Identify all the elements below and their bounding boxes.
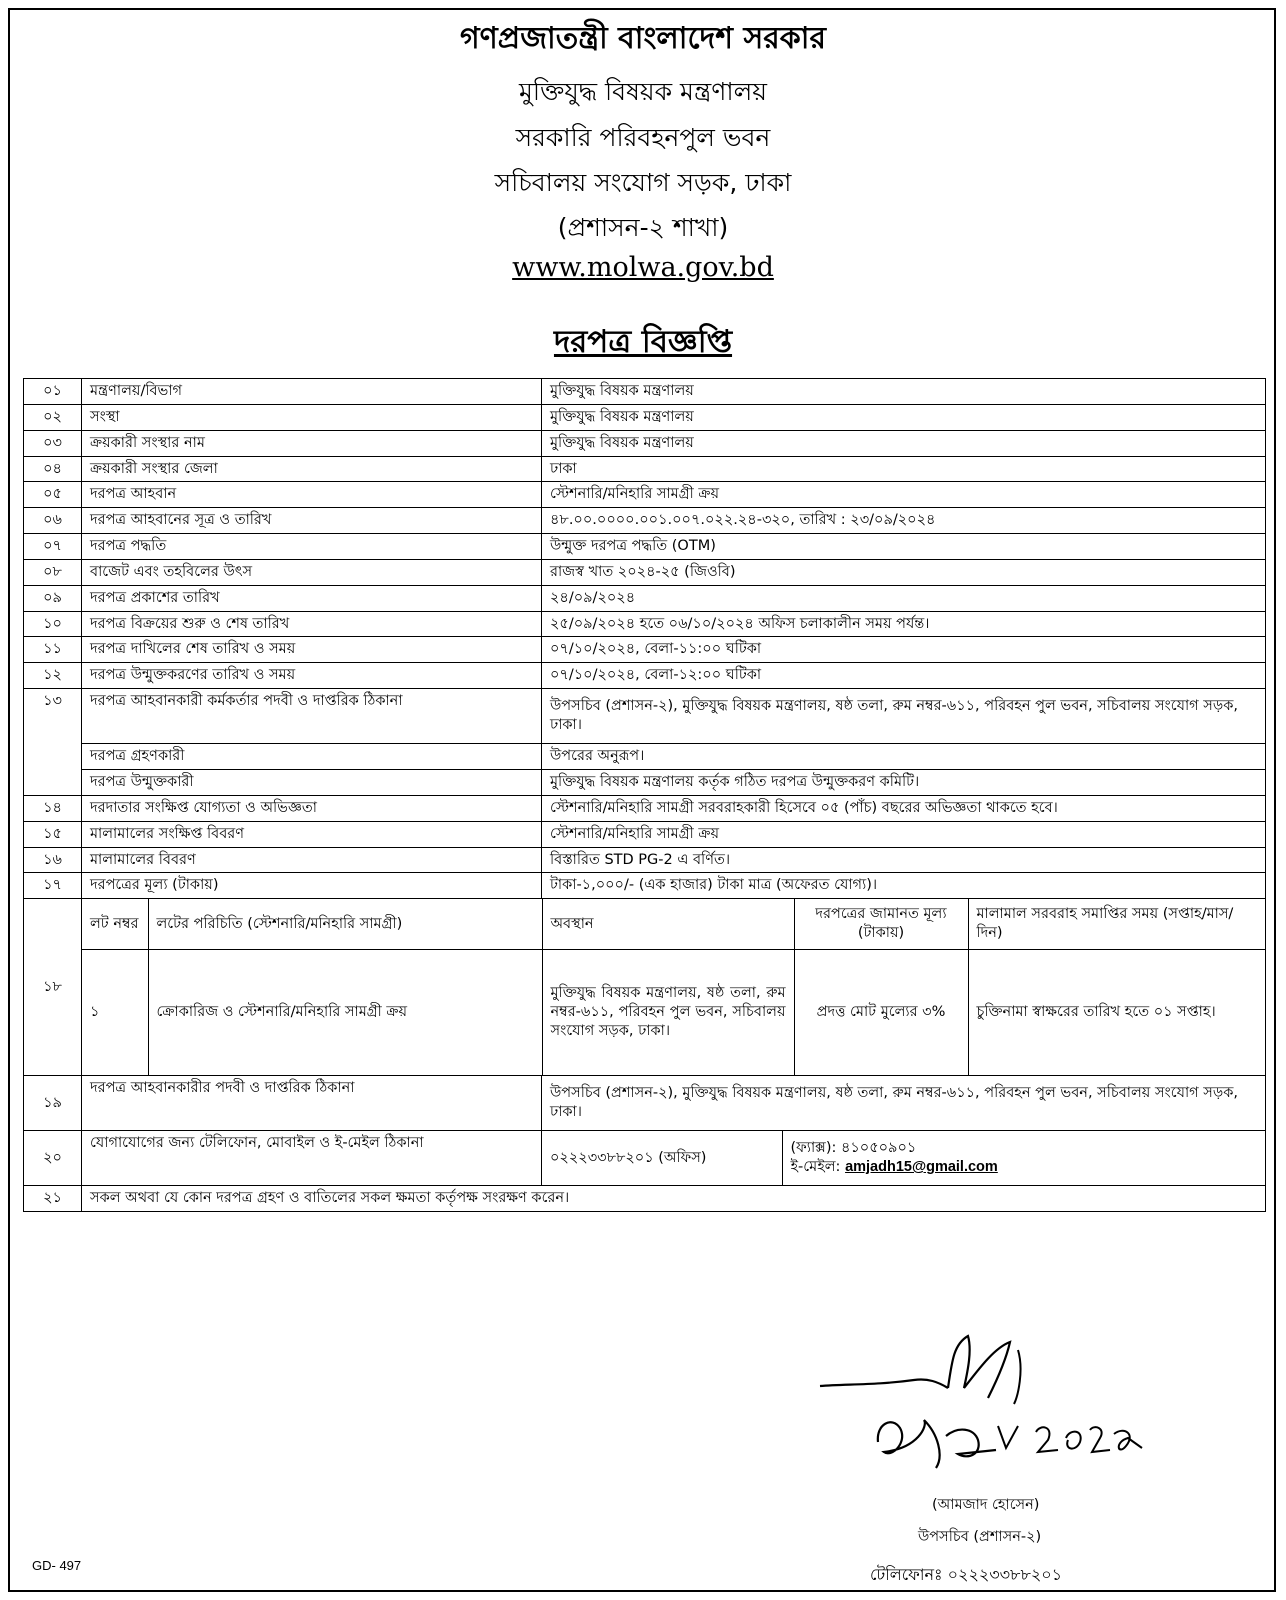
row-number: ১০ — [24, 611, 82, 637]
lot-row — [82, 949, 1266, 1075]
table-row — [24, 1076, 1266, 1131]
ministry-name: মুক্তিযুদ্ধ বিষয়ক মন্ত্রণালয় — [519, 77, 767, 106]
row-number: ১৩ — [24, 689, 82, 796]
row-number: ০৭ — [24, 534, 82, 560]
lot-desc-header: লটের পরিচিতি (স্টেশনারি/মনিহারি সামগ্রী) — [148, 899, 542, 949]
row-value: স্টেশনারি/মনিহারি সামগ্রী ক্রয় — [542, 821, 1266, 847]
row-value: ২৪/০৯/২০২৪ — [542, 585, 1266, 611]
table-row — [24, 1131, 1266, 1186]
website-link[interactable]: www.molwa.gov.bd — [512, 252, 774, 283]
table-row — [24, 430, 1266, 456]
row-label: দরদাতার সংক্ষিপ্ত যোগ্যতা ও অভিজ্ঞতা — [82, 795, 542, 821]
table-row — [24, 534, 1266, 560]
lot-no-header: লট নম্বর — [82, 899, 148, 949]
lot-delivery: চুক্তিনামা স্বাক্ষরের তারিখ হতে ০১ সপ্তাহ। — [968, 949, 1266, 1075]
row-value: উন্মুক্ত দরপত্র পদ্ধতি (OTM) — [542, 534, 1266, 560]
row-number: ২১ — [24, 1186, 82, 1212]
row-value: স্টেশনারি/মনিহারি সামগ্রী সরবরাহকারী হিসেবে ০৫ (পাঁচ) বছরের অভিজ্ঞতা থাকতে হবে। — [542, 795, 1266, 821]
lot-table — [82, 899, 1266, 1075]
row-label: দরপত্র দাখিলের শেষ তারিখ ও সময় — [82, 637, 542, 663]
government-title: গণপ্রজাতন্ত্রী বাংলাদেশ সরকার — [460, 21, 826, 56]
row-value: ০৭/১০/২০২৪, বেলা-১২:০০ ঘটিকা — [542, 663, 1266, 689]
row-label: দরপত্র উন্মুক্তকরণের তারিখ ও সময় — [82, 663, 542, 689]
row-label: দরপত্র বিক্রয়ের শুরু ও শেষ তারিখ — [82, 611, 542, 637]
row-value: ০৭/১০/২০২৪, বেলা-১১:০০ ঘটিকা — [542, 637, 1266, 663]
tender-table — [23, 378, 1266, 1212]
table-row — [24, 585, 1266, 611]
road-address: সচিবালয় সংযোগ সড়ক, ঢাকা — [494, 168, 792, 197]
row-number: ১৫ — [24, 821, 82, 847]
row-value: উপসচিব (প্রশাসন-২), মুক্তিযুদ্ধ বিষয়ক মন্ত্রণালয়, ষষ্ঠ তলা, রুম নম্বর-৬১১, পরিবহন পুল ভবন, সচিবালয় সংযোগ সড়ক, ঢাকা। — [542, 689, 1266, 744]
table-row — [24, 689, 1266, 744]
row-number: ০২ — [24, 404, 82, 430]
table-row — [24, 744, 1266, 770]
row-number: ০৪ — [24, 456, 82, 482]
row-label: ক্রয়কারী সংস্থার জেলা — [82, 456, 542, 482]
lot-number: ১ — [82, 949, 148, 1075]
row-label: বাজেট এবং তহবিলের উৎস — [82, 559, 542, 585]
row-value: ৪৮.০০.০০০০.০০১.০০৭.০২২.২৪-৩২০, তারিখ : ২৩/০৯/২০২৪ — [542, 508, 1266, 534]
row-number: ১১ — [24, 637, 82, 663]
row-label: সংস্থা — [82, 404, 542, 430]
delivery-header: মালামাল সরবরাহ সমাপ্তির সময় (সপ্তাহ/মাস/দিন) — [968, 899, 1266, 949]
row-value: ২৫/০৯/২০২৪ হতে ০৬/১০/২০২৪ অফিস চলাকালীন সময় পর্যন্ত। — [542, 611, 1266, 637]
row-number: ০৬ — [24, 508, 82, 534]
row-label: দরপত্র গ্রহণকারী — [82, 744, 542, 770]
row-label: দরপত্র আহবানকারী কর্মকর্তার পদবী ও দাপ্তরিক ঠিকানা — [82, 689, 542, 744]
row-label: দরপত্র উন্মুক্তকারী — [82, 769, 542, 795]
table-row — [24, 508, 1266, 534]
row-label: দরপত্র পদ্ধতি — [82, 534, 542, 560]
fax-email — [782, 1131, 1266, 1185]
lot-description: ক্রোকারিজ ও স্টেশনারি/মনিহারি সামগ্রী ক্রয় — [148, 949, 542, 1075]
row-label: দরপত্র আহবানের সূত্র ও তারিখ — [82, 508, 542, 534]
row-label: মালামালের সংক্ষিপ্ত বিবরণ — [82, 821, 542, 847]
row-label: দরপত্র আহবানকারীর পদবী ও দাপ্তরিক ঠিকানা — [82, 1076, 542, 1131]
row-number: ০৫ — [24, 482, 82, 508]
row-number: ১৬ — [24, 847, 82, 873]
lot-table-header — [82, 899, 1266, 949]
email-link[interactable]: amjadh15@gmail.com — [845, 1159, 998, 1176]
row-number: ২০ — [24, 1131, 82, 1186]
table-row — [24, 637, 1266, 663]
email-line — [791, 1158, 1259, 1177]
row-label: যোগাযোগের জন্য টেলিফোন, মোবাইল ও ই-মেইল ঠিকানা — [82, 1131, 542, 1186]
table-row — [24, 795, 1266, 821]
row-value: মুক্তিযুদ্ধ বিষয়ক মন্ত্রণালয় — [542, 379, 1266, 405]
lot-location: মুক্তিযুদ্ধ বিষয়ক মন্ত্রণালয়, ষষ্ঠ তলা, রুম নম্বর-৬১১, পরিবহন পুল ভবন, সচিবালয় সংযোগ সড়ক, ঢাকা। — [542, 949, 794, 1075]
row-label: মন্ত্রণালয়/বিভাগ — [82, 379, 542, 405]
row-value: সকল অথবা যে কোন দরপত্র গ্রহণ ও বাতিলের সকল ক্ষমতা কর্তৃপক্ষ সংরক্ষণ করেন। — [82, 1186, 1266, 1212]
branch-name: (প্রশাসন-২ শাখা) — [557, 213, 729, 242]
row-number: ০১ — [24, 379, 82, 405]
table-row — [24, 769, 1266, 795]
row-number: ০৯ — [24, 585, 82, 611]
table-row — [24, 847, 1266, 873]
document-code: GD- 497 — [32, 1558, 82, 1573]
row-value: মুক্তিযুদ্ধ বিষয়ক মন্ত্রণালয় — [542, 404, 1266, 430]
signatory-phone: টেলিফোনঃ ০২২২৩৩৮৮২০১ — [870, 1565, 1063, 1584]
table-row — [24, 379, 1266, 405]
row-number: ০৩ — [24, 430, 82, 456]
contact-cell — [542, 1131, 1266, 1186]
row-label: ক্রয়কারী সংস্থার নাম — [82, 430, 542, 456]
email-label: ই-মেইল: — [790, 1159, 841, 1176]
row-value: মুক্তিযুদ্ধ বিষয়ক মন্ত্রণালয় কর্তৃক গঠিত দরপত্র উন্মুক্তকরণ কমিটি। — [542, 769, 1266, 795]
table-row — [24, 404, 1266, 430]
row-number: ১৮ — [24, 899, 82, 1076]
table-row — [24, 559, 1266, 585]
row-value: উপরের অনুরূপ। — [542, 744, 1266, 770]
fax-number: (ফ্যাক্স): ৪১০৫০৯০১ — [790, 1140, 917, 1157]
table-row — [24, 821, 1266, 847]
table-row — [24, 611, 1266, 637]
lot-table-cell — [82, 899, 1266, 1076]
row-number: ১৯ — [24, 1076, 82, 1131]
row-value: রাজস্ব খাত ২০২৪-২৫ (জিওবি) — [542, 559, 1266, 585]
contact-table — [542, 1131, 1266, 1185]
row-value: টাকা-১,০০০/- (এক হাজার) টাকা মাত্র (অফেরত যোগ্য)। — [542, 873, 1266, 899]
row-number: ১২ — [24, 663, 82, 689]
signatory-title: উপসচিব (প্রশাসন-২) — [918, 1529, 1042, 1545]
row-value: স্টেশনারি/মনিহারি সামগ্রী ক্রয় — [542, 482, 1266, 508]
row-label: দরপত্রের মূল্য (টাকায়) — [82, 873, 542, 899]
row-number: ১৪ — [24, 795, 82, 821]
table-row — [24, 663, 1266, 689]
notice-title: দরপত্র বিজ্ঞপ্তি — [553, 324, 733, 360]
row-value: বিস্তারিত STD PG-2 এ বর্ণিত। — [542, 847, 1266, 873]
row-number: ০৮ — [24, 559, 82, 585]
security-header: দরপত্রের জামানত মূল্য (টাকায়) — [794, 899, 968, 949]
table-row — [24, 899, 1266, 1076]
building-name: সরকারি পরিবহনপুল ভবন — [515, 123, 771, 152]
phone-number: ০২২২৩৩৮৮২০১ (অফিস) — [542, 1131, 782, 1185]
signature-image — [818, 1330, 1148, 1490]
location-header: অবস্থান — [542, 899, 794, 949]
row-number: ১৭ — [24, 873, 82, 899]
row-value: মুক্তিযুদ্ধ বিষয়ক মন্ত্রণালয় — [542, 430, 1266, 456]
row-label: দরপত্র আহবান — [82, 482, 542, 508]
row-value: ঢাকা — [542, 456, 1266, 482]
row-label: দরপত্র প্রকাশের তারিখ — [82, 585, 542, 611]
row-label: মালামালের বিবরণ — [82, 847, 542, 873]
table-row — [24, 873, 1266, 899]
row-value: উপসচিব (প্রশাসন-২), মুক্তিযুদ্ধ বিষয়ক মন্ত্রণালয়, ষষ্ঠ তলা, রুম নম্বর-৬১১, পরিবহন পুল ভবন, সচিবালয় সংযোগ সড়ক, ঢাকা। — [542, 1076, 1266, 1131]
table-row — [24, 482, 1266, 508]
table-row — [24, 1186, 1266, 1212]
table-row — [24, 456, 1266, 482]
signatory-name: (আমজাদ হোসেন) — [932, 1497, 1040, 1513]
lot-security: প্রদত্ত মোট মুল্যের ৩% — [794, 949, 968, 1075]
